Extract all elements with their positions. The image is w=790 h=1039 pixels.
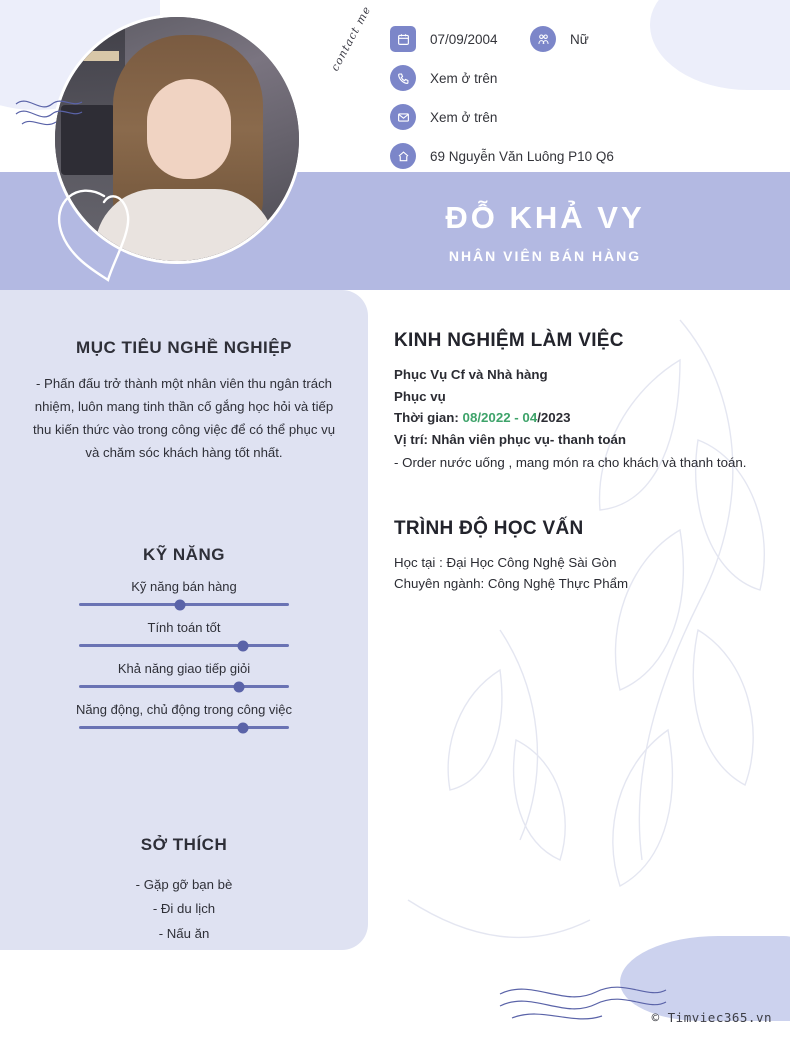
contact-row-email <box>390 104 614 130</box>
contact-phone-value: Xem ở trên <box>430 70 498 86</box>
skill-bar <box>79 685 289 688</box>
skill-knob[interactable] <box>237 640 248 651</box>
contact-row-phone <box>390 65 614 91</box>
home-icon <box>390 143 416 169</box>
contact-row-gender <box>530 26 589 52</box>
skill-bar <box>79 603 289 606</box>
hobby-item: - Nấu ăn <box>158 925 210 941</box>
footer-credit: © Timviec365.vn <box>651 1010 772 1025</box>
experience-title: KINH NGHIỆM LÀM VIỆC <box>394 330 624 351</box>
decor-heart-outline <box>44 176 154 286</box>
skill-label: Năng động, chủ động trong công việc <box>75 702 293 717</box>
experience-position: Vị trí: Nhân viên phục vụ- thanh toán <box>394 431 626 447</box>
skill-label: Tính toán tốt <box>147 620 221 635</box>
skills-section <box>28 545 340 729</box>
contact-row-address <box>390 143 614 169</box>
hobby-item: - Gặp gỡ bạn bè <box>135 877 233 892</box>
hobbies-title: SỞ THÍCH <box>140 835 228 854</box>
skill-label: Kỹ năng bán hàng <box>131 579 237 594</box>
gender-icon <box>530 26 556 52</box>
education-school: Học tại : Đại Học Công Nghệ Sài Gòn <box>394 554 617 570</box>
experience-time <box>394 407 774 429</box>
name-block <box>330 200 760 264</box>
experience-duty: - Order nước uống , mang món ra cho khách và thanh toán. <box>394 455 747 471</box>
experience-time-rest: /2023 <box>537 410 571 426</box>
decor-wave-bottom <box>498 980 668 1028</box>
contact-row-dob <box>390 26 614 52</box>
contact-email-value: Xem ở trên <box>430 109 498 125</box>
skill-bar <box>79 726 289 729</box>
calendar-icon <box>390 26 416 52</box>
contact-dob-value: 07/09/2004 <box>430 31 498 47</box>
hobbies-section <box>28 835 340 946</box>
skill-knob[interactable] <box>233 681 244 692</box>
education-major: Chuyên ngành: Công Nghệ Thực Phẩm <box>394 576 629 592</box>
decor-wave-left <box>14 92 84 132</box>
education-section <box>394 518 774 595</box>
skill-item <box>28 579 340 606</box>
experience-company: Phục Vụ Cf và Nhà hàng <box>394 367 548 382</box>
skill-item <box>28 661 340 688</box>
skill-bar <box>79 644 289 647</box>
experience-time-label: Thời gian: <box>394 410 463 426</box>
experience-time-accent: 08/2022 - 04 <box>462 410 538 426</box>
right-column <box>394 330 774 595</box>
decor-blob-top-right <box>650 0 790 90</box>
skill-knob[interactable] <box>237 722 248 733</box>
skills-title: KỸ NĂNG <box>143 545 225 564</box>
skill-knob[interactable] <box>174 599 185 610</box>
experience-job: Phục vụ <box>394 388 446 404</box>
page-title: ĐỖ KHẢ VY <box>445 200 645 235</box>
objective-section <box>28 338 340 464</box>
objective-title: MỤC TIÊU NGHỀ NGHIỆP <box>76 338 292 357</box>
mail-icon <box>390 104 416 130</box>
hobby-item: - Đi du lịch <box>152 901 216 917</box>
contact-block <box>390 26 614 182</box>
avatar-background-shelf <box>59 51 119 61</box>
contact-address-value: 69 Nguyễn Văn Luông P10 Q6 <box>430 148 614 164</box>
script-note: contact me <box>328 3 374 74</box>
phone-icon <box>390 65 416 91</box>
skill-item <box>28 620 340 647</box>
contact-gender-value: Nữ <box>570 31 589 47</box>
avatar-face <box>147 79 231 179</box>
skill-item <box>28 702 340 729</box>
education-title: TRÌNH ĐỘ HỌC VẤN <box>394 517 584 539</box>
job-title: NHÂN VIÊN BÁN HÀNG <box>448 248 642 264</box>
objective-body: - Phấn đấu trở thành một nhân viên thu ngân trách nhiệm, luôn mang tinh thần cố gắng học hỏi và tiếp thu kiến thức vào trong công việc để có thể phục vụ và chăm sóc khách hàng tốt nhất. <box>32 376 336 461</box>
skill-label: Khả năng giao tiếp giỏi <box>117 661 251 676</box>
experience-section <box>394 330 774 474</box>
